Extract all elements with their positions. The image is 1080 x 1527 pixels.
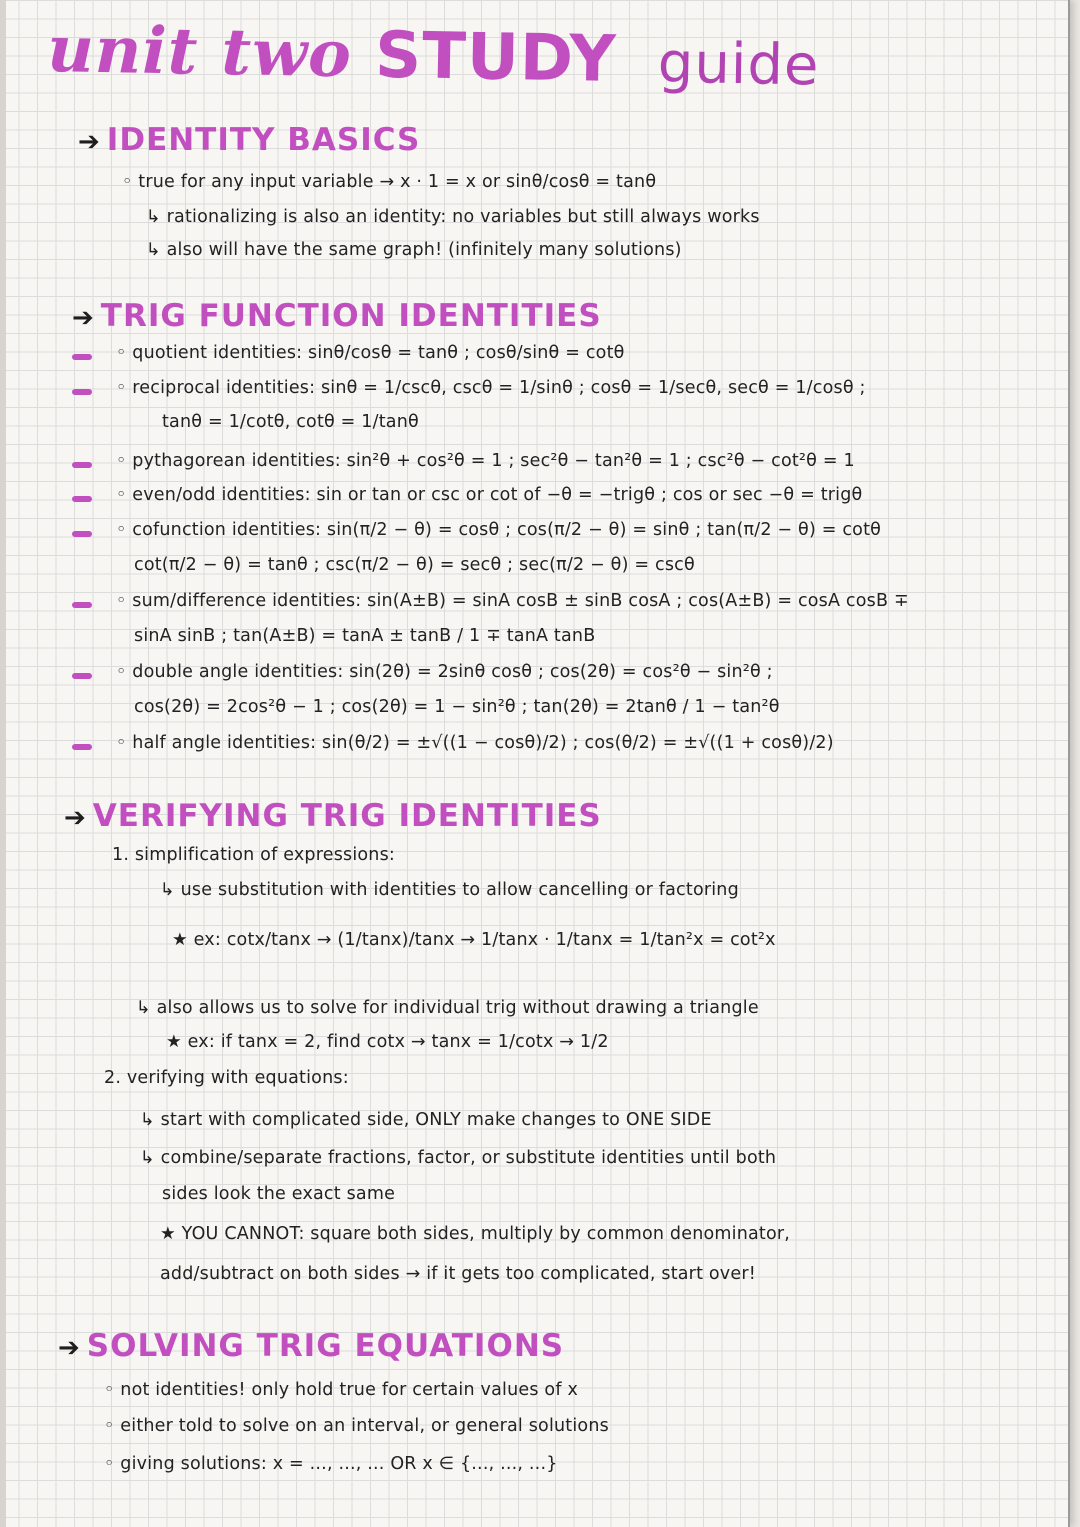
half-angle-identities: ◦ half angle identities: sin(θ/2) = ±√((1 − cosθ)/2) ; cos(θ/2) = ±√((1 + cosθ)/2) xyxy=(116,733,834,753)
highlight-dash xyxy=(72,389,92,395)
highlight-dash xyxy=(72,531,92,537)
sum-difference-identities: ◦ sum/difference identities: sin(A±B) = sinA cosB ± sinB cosA ; cos(A±B) = cosA cosB ∓ xyxy=(116,591,909,611)
reciprocal-identities-cont: tanθ = 1/cotθ, cotθ = 1/tanθ xyxy=(162,412,419,432)
highlight-dash xyxy=(72,673,92,679)
verifying-combine: ↳ combine/separate fractions, factor, or substitute identities until both xyxy=(140,1148,777,1168)
highlight-dash xyxy=(72,496,92,502)
identity-basics-line-2: ↳ rationalizing is also an identity: no variables but still always works xyxy=(146,207,760,227)
solving-giving-solutions: ◦ giving solutions: x = ..., ..., ... OR x ∈ {..., ..., ...} xyxy=(104,1454,558,1474)
verifying-start-complicated: ↳ start with complicated side, ONLY make changes to ONE SIDE xyxy=(140,1110,712,1130)
arrow-icon: ➔ xyxy=(72,303,95,333)
double-angle-identities-cont: cos(2θ) = 2cos²θ − 1 ; cos(2θ) = 1 − sin²θ ; tan(2θ) = 2tanθ / 1 − tan²θ xyxy=(134,697,780,717)
highlight-dash xyxy=(72,744,92,750)
title-unit-two: unit two xyxy=(46,12,353,93)
heading-identity-basics: ➔ IDENTITY BASICS xyxy=(78,122,421,158)
reciprocal-identities: ◦ reciprocal identities: sinθ = 1/cscθ, cscθ = 1/sinθ ; cosθ = 1/secθ, secθ = 1/cosθ ; xyxy=(116,378,866,398)
heading-solving-trig-equations: ➔ SOLVING TRIG EQUATIONS xyxy=(58,1328,565,1364)
identity-basics-line-1: ◦ true for any input variable → x · 1 = x or sinθ/cosθ = tanθ xyxy=(122,172,657,192)
sum-difference-identities-cont: sinA sinB ; tan(A±B) = tanA ± tanB / 1 ∓ tanA tanB xyxy=(134,626,596,646)
arrow-icon: ➔ xyxy=(64,803,87,833)
identity-basics-line-3: ↳ also will have the same graph! (infinitely many solutions) xyxy=(146,240,682,260)
title-guide: guide xyxy=(657,30,821,99)
even-odd-identities: ◦ even/odd identities: sin or tan or csc or cot of −θ = −trigθ ; cos or sec −θ = trigθ xyxy=(116,485,863,505)
double-angle-identities: ◦ double angle identities: sin(2θ) = 2sinθ cosθ ; cos(2θ) = cos²θ − sin²θ ; xyxy=(116,662,773,682)
page-binding-edge xyxy=(0,0,6,1527)
highlight-dash xyxy=(72,602,92,608)
verifying-example-1: ★ ex: cotx/tanx → (1/tanx)/tanx → 1/tanx · 1/tanx = 1/tan²x = cot²x xyxy=(172,930,776,950)
cofunction-identities: ◦ cofunction identities: sin(π/2 − θ) = cosθ ; cos(π/2 − θ) = sinθ ; tan(π/2 − θ) = cotθ xyxy=(116,520,882,540)
verifying-step-2: 2. verifying with equations: xyxy=(104,1068,349,1088)
quotient-identities: ◦ quotient identities: sinθ/cosθ = tanθ ; cosθ/sinθ = cotθ xyxy=(116,343,625,363)
solving-not-identities: ◦ not identities! only hold true for certain values of x xyxy=(104,1380,579,1400)
cofunction-identities-cont: cot(π/2 − θ) = tanθ ; csc(π/2 − θ) = secθ ; sec(π/2 − θ) = cscθ xyxy=(134,555,695,575)
highlight-dash xyxy=(72,354,92,360)
arrow-icon: ➔ xyxy=(58,1333,81,1363)
title-study: STUDY xyxy=(374,18,618,97)
verifying-cannot: ★ YOU CANNOT: square both sides, multiply by common denominator, xyxy=(160,1224,791,1244)
heading-trig-function-identities: ➔ TRIG FUNCTION IDENTITIES xyxy=(72,298,602,334)
verifying-individual-trig: ↳ also allows us to solve for individual trig without drawing a triangle xyxy=(136,998,759,1018)
verifying-cannot-cont: add/subtract on both sides → if it gets too complicated, start over! xyxy=(160,1264,756,1284)
highlight-dash xyxy=(72,462,92,468)
verifying-step-1: 1. simplification of expressions: xyxy=(112,845,396,865)
verifying-example-2: ★ ex: if tanx = 2, find cotx → tanx = 1/cotx → 1/2 xyxy=(166,1032,609,1052)
verifying-combine-cont: sides look the exact same xyxy=(162,1184,396,1204)
arrow-icon: ➔ xyxy=(78,127,101,157)
pythagorean-identities: ◦ pythagorean identities: sin²θ + cos²θ = 1 ; sec²θ − tan²θ = 1 ; csc²θ − cot²θ = 1 xyxy=(116,451,855,471)
page-title xyxy=(47,12,820,100)
verifying-substitution: ↳ use substitution with identities to allow cancelling or factoring xyxy=(160,880,739,900)
heading-verifying-trig-identities: ➔ VERIFYING TRIG IDENTITIES xyxy=(64,798,602,834)
solving-interval: ◦ either told to solve on an interval, or general solutions xyxy=(104,1416,609,1436)
